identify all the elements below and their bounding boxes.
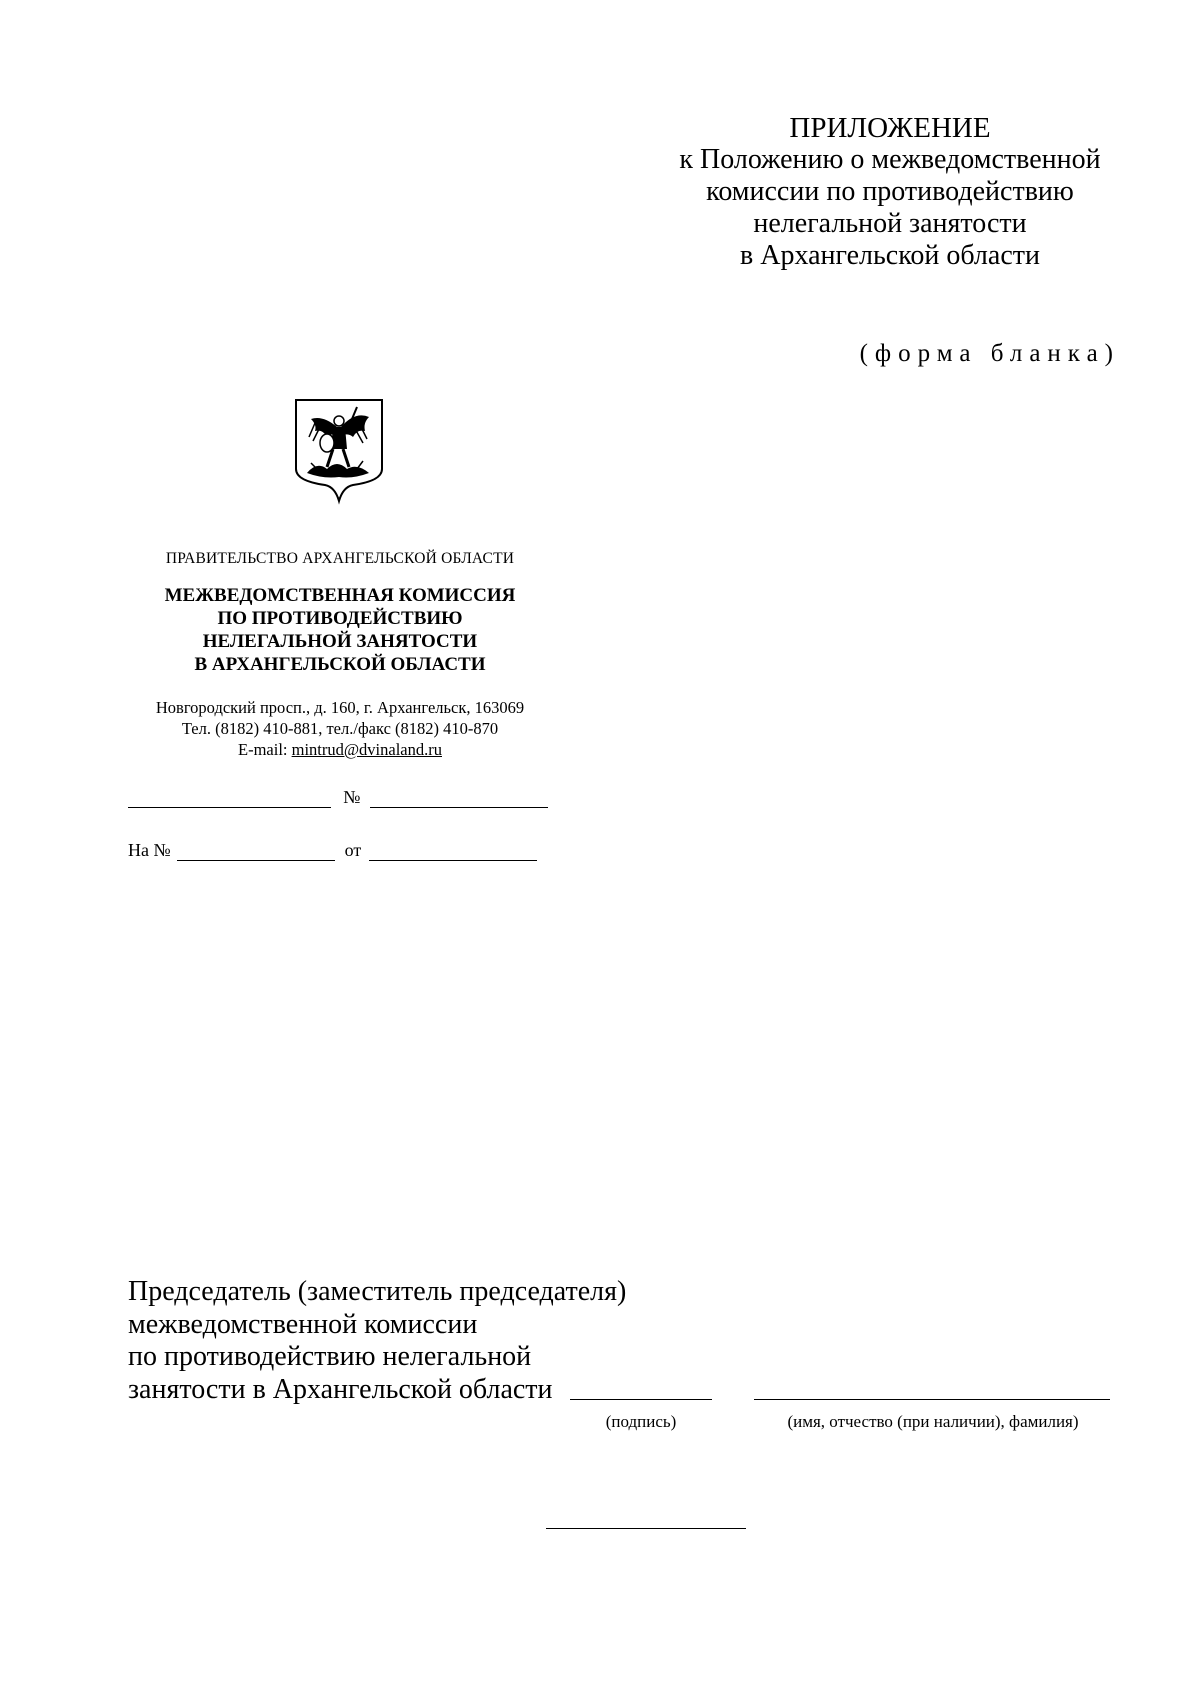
- date-blank[interactable]: [128, 789, 331, 808]
- appendix-line: к Положению о межведомственной: [679, 144, 1101, 175]
- appendix-header: [660, 112, 1120, 272]
- full-name-blank[interactable]: [754, 1399, 1110, 1400]
- arkhangelsk-coat-of-arms-icon: [293, 397, 385, 505]
- signatory-line: занятости в Архангельской области: [128, 1373, 553, 1405]
- email-link[interactable]: mintrud@dvinaland.ru: [291, 740, 442, 759]
- signatory-line: межведомственной комиссии: [128, 1308, 478, 1340]
- signatory-title: [128, 1276, 626, 1406]
- reply-row: [128, 840, 548, 861]
- from-label: от: [344, 840, 362, 860]
- commission-line: В АРХАНГЕЛЬСКОЙ ОБЛАСТИ: [194, 654, 486, 675]
- appendix-title: ПРИЛОЖЕНИЕ: [789, 112, 991, 144]
- reply-number-blank[interactable]: [177, 842, 335, 861]
- appendix-line: нелегальной занятости: [753, 208, 1027, 239]
- signatory-line: Председатель (заместитель председателя): [128, 1276, 627, 1307]
- signature-blank[interactable]: [570, 1399, 712, 1400]
- reply-date-blank[interactable]: [369, 842, 537, 861]
- contact-block: [120, 697, 560, 760]
- number-sign: №: [343, 787, 361, 807]
- email-label: E-mail:: [238, 740, 292, 759]
- reply-prefix: На №: [128, 840, 171, 860]
- appendix-line: комиссии по противодействию: [706, 176, 1074, 207]
- phone: Тел. (8182) 410-881, тел./факс (8182) 410-870: [181, 719, 499, 738]
- commission-name: [120, 584, 560, 676]
- full-name-caption: (имя, отчество (при наличии), фамилия): [787, 1412, 1079, 1431]
- commission-line: МЕЖВЕДОМСТВЕННАЯ КОМИССИЯ: [164, 585, 516, 606]
- address: Новгородский просп., д. 160, г. Архангельск, 163069: [155, 698, 525, 717]
- closing-rule: [546, 1528, 746, 1529]
- government-name: ПРАВИТЕЛЬСТВО АРХАНГЕЛЬСКОЙ ОБЛАСТИ: [165, 550, 515, 567]
- appendix-line: в Архангельской области: [740, 240, 1040, 271]
- commission-line: НЕЛЕГАЛЬНОЙ ЗАНЯТОСТИ: [202, 631, 478, 652]
- commission-line: ПО ПРОТИВОДЕЙСТВИЮ: [217, 608, 463, 629]
- signature-caption: (подпись): [605, 1412, 677, 1431]
- number-blank[interactable]: [370, 789, 548, 808]
- registration-row: [128, 787, 548, 808]
- form-note: (форма бланка): [859, 340, 1120, 367]
- signatory-line: по противодействию нелегальной: [128, 1341, 532, 1372]
- email-line: [120, 739, 560, 760]
